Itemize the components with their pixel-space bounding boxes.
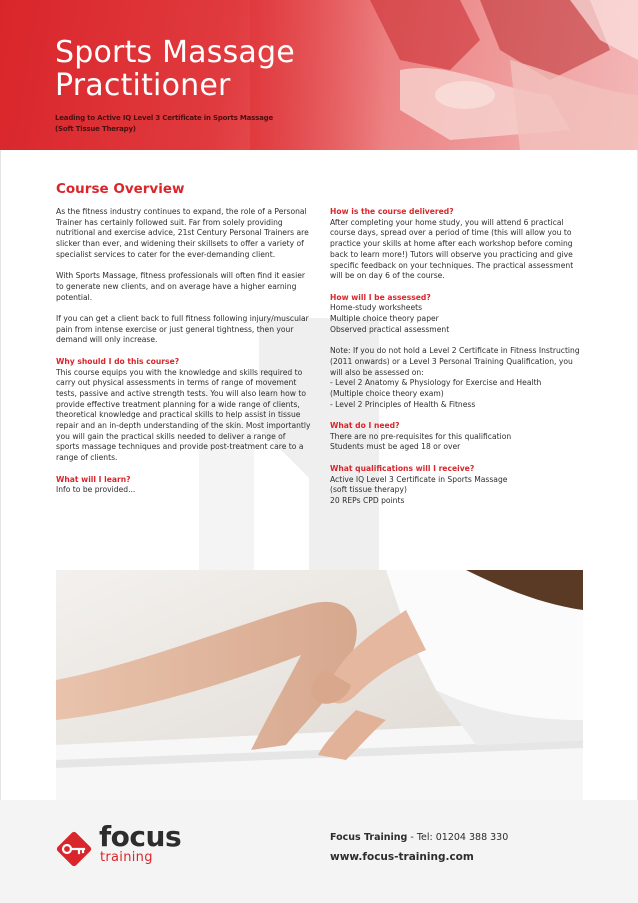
need-item: Students must be aged 18 or over [330, 442, 461, 452]
need-item: There are no pre-requisites for this qualification [330, 431, 512, 441]
left-column [56, 207, 311, 496]
note-item: (Multiple choice theory exam) [330, 388, 444, 398]
why-text: This course equips you with the knowledge and skills required to carry out physical assessments in terms of range of movement tests, passive and active strength tests. You will also learn how to provide effective treatment planning for a wide range of clients, theoretical knowledge and practical skills to help assist in tissue repair and an in-depth understanding of the skin. Most importantly you will gain the practical skills needed to deliver a range of sports massage techniques and provide post-treatment care to a range of clients. [56, 367, 311, 463]
delivered-heading: How is the course delivered? [330, 207, 454, 216]
receive-item: (soft tissue therapy) [330, 485, 407, 495]
learn-text: Info to be provided... [56, 485, 136, 495]
demand-paragraph: If you can get a client back to full fitness following injury/muscular pain from intense exercise or just general tightness, then your demand will only increase. [56, 314, 309, 345]
assessed-item: Observed practical assessment [330, 324, 450, 334]
title-line-1: Sports Massage [55, 35, 295, 70]
logo-wordmark: focus [99, 820, 182, 853]
banner-photo [250, 0, 638, 150]
title-line-2: Practitioner [55, 68, 231, 103]
page-title [55, 36, 295, 102]
assessed-heading: How will I be assessed? [330, 292, 431, 302]
assessed-item: Multiple choice theory paper [330, 314, 439, 324]
phone-number[interactable]: 01204 388 330 [435, 832, 509, 843]
need-heading: What do I need? [330, 421, 400, 431]
course-overview-heading: Course Overview [56, 181, 185, 197]
assessed-item: Home-study worksheets [330, 303, 423, 313]
delivered-text: After completing your home study, you will attend 6 practical course days, spread over a period of time (this will allow you to practice your skills at home after each workshop before coming back to learn more!) Tutors will observe you practicing and give specific feedback on your techniques. The practical assessment will be on day 6 of the course. [330, 217, 574, 281]
right-column [330, 207, 580, 507]
key-icon [55, 830, 93, 868]
benefits-paragraph: With Sports Massage, fitness professionals will often find it easier to generate new clients, and on average have a higher earning potential. [56, 271, 305, 302]
receive-heading: What qualifications will I receive? [330, 463, 475, 473]
content-area [0, 150, 638, 800]
note-item: - Level 2 Anatomy & Physiology for Exercise and Health [330, 378, 542, 388]
website-link[interactable]: www.focus-training.com [330, 851, 474, 863]
header-banner [0, 0, 638, 150]
contact-name: Focus Training [330, 832, 408, 843]
receive-item: Active IQ Level 3 Certificate in Sports Massage [330, 474, 508, 484]
massage-photo [56, 570, 583, 800]
page-subtitle: Leading to Active IQ Level 3 Certificate in Sports Massage (Soft Tissue Therapy) [55, 114, 273, 133]
note-text: Note: If you do not hold a Level 2 Certificate in Fitness Instructing (2011 onwards) or a Level 3 Personal Training Qualification, you will also be assessed on: [330, 346, 580, 377]
learn-heading: What will I learn? [56, 474, 131, 484]
contact-line [330, 832, 508, 843]
footer [0, 800, 638, 903]
note-item: - Level 2 Principles of Health & Fitness [330, 399, 476, 409]
intro-paragraph: As the fitness industry continues to expand, the role of a Personal Trainer has certainly followed suit. Far from solely providing nutritional and exercise advice, 21st Century Personal Trainers are slicker than ever, and widening their skillsets to offer a variety of specialist services to cater for the ever-demanding client. [56, 207, 309, 259]
contact-separator: - Tel: [407, 832, 436, 843]
why-heading: Why should I do this course? [56, 356, 180, 366]
receive-item: 20 REPs CPD points [330, 495, 405, 505]
logo-subtext: training [100, 850, 153, 865]
